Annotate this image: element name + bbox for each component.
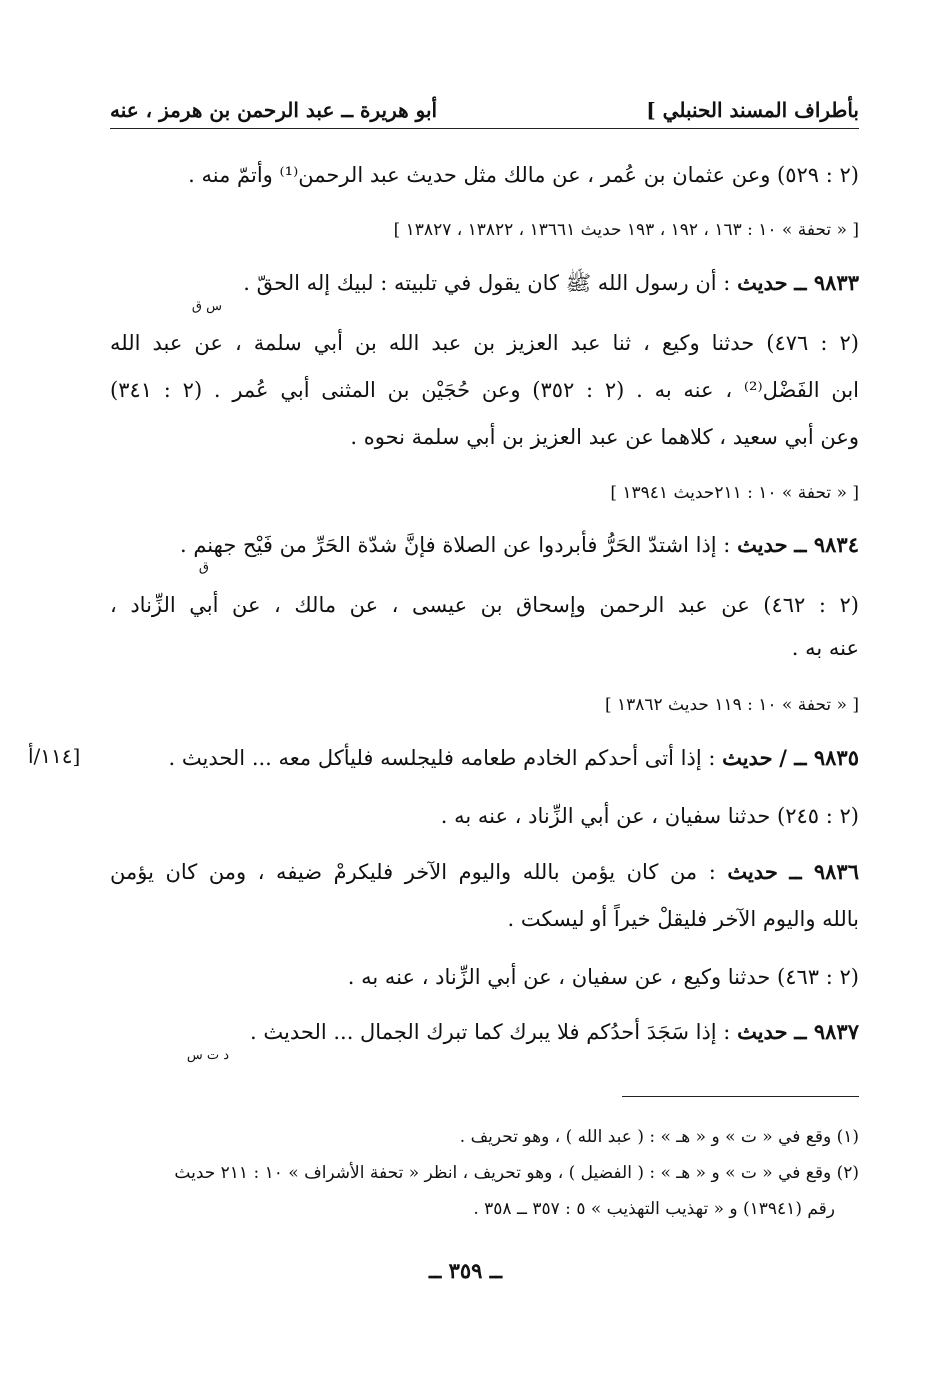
footnote-2: (٢) وقع في « ت » و « هـ » : ( الفضيل ) ، وهو تحريف ، انظر « تحفة الأشراف » ١٠ : ٢١١ حديث xyxy=(174,1163,859,1183)
body-line: بالله واليوم الآخر فليقلْ خيراً أو ليسكت . xyxy=(507,907,859,931)
hadith-label: حديث xyxy=(737,1019,788,1044)
hadith-label: حديث xyxy=(737,532,788,557)
hadith-label: حديث xyxy=(727,859,778,884)
body-line: (٢ : ٤٦٢) عن عبد الرحمن وإسحاق بن عيسى ، عن مالك ، عن أبي الزِّناد ، xyxy=(110,593,859,617)
footnote-1: (١) وقع في « ت » و « هـ » : ( عبد الله ) ، وهو تحريف . xyxy=(459,1127,859,1147)
hadith-9834 xyxy=(110,530,859,560)
reference-line: [ « تحفة » ١٠ : ٢١١حديث ١٣٩٤١ ] xyxy=(610,483,859,503)
body-line: (٢ : ٢٤٥) حدثنا سفيان ، عن أبي الزِّناد ، عنه به . xyxy=(440,804,859,828)
hadith-number: ٩٨٣٤ ــ xyxy=(794,532,859,557)
body-line: عنه به . xyxy=(791,636,859,660)
header-rule xyxy=(110,128,859,129)
hadith-text: : إذا أتى أحدكم الخادم طعامه فليجلسه فليأكل معه ... الحديث . xyxy=(168,746,716,770)
hadith-text: : أن رسول الله ﷺ كان يقول في تلبيته : لبيك إله الحقّ . xyxy=(243,271,731,295)
hadith-9836 xyxy=(110,857,859,887)
body-line: وعن أبي سعيد ، كلاهما عن عبد العزيز بن أبي سلمة نحوه . xyxy=(350,425,859,449)
hadith-number: ٩٨٣٦ ــ xyxy=(789,859,859,884)
hadith-9835 xyxy=(110,743,859,773)
body-line: (٢ : ٤٦٣) حدثنا وكيع ، عن سفيان ، عن أبي الزِّناد ، عنه به . xyxy=(347,965,859,989)
reference-line: [ « تحفة » ١٠ : ١١٩ حديث ١٣٨٦٢ ] xyxy=(604,695,859,715)
page-number: ــ ٣٥٩ ــ xyxy=(428,1258,503,1283)
hadith-label: حديث xyxy=(722,745,773,770)
hadith-sigla: ق xyxy=(198,560,209,575)
hadith-9833 xyxy=(110,268,859,298)
body-line: ابن الفَضْل⁽²⁾ ، عنه به . (٢ : ٣٥٢) وعن حُجَيْن بن المثنى أبي عُمر . (٢ : ٣٤١) xyxy=(110,378,859,402)
hadith-number: ٩٨٣٥ ــ / xyxy=(779,745,859,770)
manuscript-folio-marker: [١١٤/أ xyxy=(28,744,81,768)
hadith-9837 xyxy=(110,1017,859,1047)
hadith-sigla: د ت س xyxy=(186,1048,229,1063)
hadith-sigla: س ق xyxy=(191,299,222,314)
header-book-title: بأطراف المسند الحنبلي ] xyxy=(646,98,859,122)
body-line: (٢ : ٤٧٦) حدثنا وكيع ، ثنا عبد العزيز بن عبد الله بن أبي سلمة ، عن عبد الله xyxy=(110,331,859,355)
header-chapter-title: أبو هريرة ــ عبد الرحمن بن هرمز ، عنه xyxy=(110,98,438,122)
hadith-number: ٩٨٣٧ ــ xyxy=(794,1019,859,1044)
footnote-2-continued: رقم (١٣٩٤١) و « تهذيب التهذيب » ٥ : ٣٥٧ ــ ٣٥٨ . xyxy=(473,1199,835,1219)
body-line: (٢ : ٥٢٩) وعن عثمان بن عُمر ، عن مالك مثل حديث عبد الرحمن⁽¹⁾ وأتمّ منه . xyxy=(188,163,859,187)
hadith-number: ٩٨٣٣ ــ xyxy=(794,270,859,295)
footnote-rule xyxy=(622,1096,859,1097)
hadith-text: : من كان يؤمن بالله واليوم الآخر فليكرمْ ضيفه ، ومن كان يؤمن xyxy=(110,860,716,884)
hadith-label: حديث xyxy=(737,270,788,295)
hadith-text: : إذا سَجَدَ أحدُكم فلا يبرك كما تبرك الجمال ... الحديث . xyxy=(250,1020,731,1044)
hadith-text: : إذا اشتدّ الحَرُّ فأبردوا عن الصلاة فإنَّ شدّة الحَرِّ من فَيْح جهنم . xyxy=(179,533,731,557)
reference-line: [ « تحفة » ١٠ : ١٦٣ ، ١٩٢ ، ١٩٣ حديث ١٣٦٦١ ، ١٣٨٢٢ ، ١٣٨٢٧ ] xyxy=(393,220,859,240)
